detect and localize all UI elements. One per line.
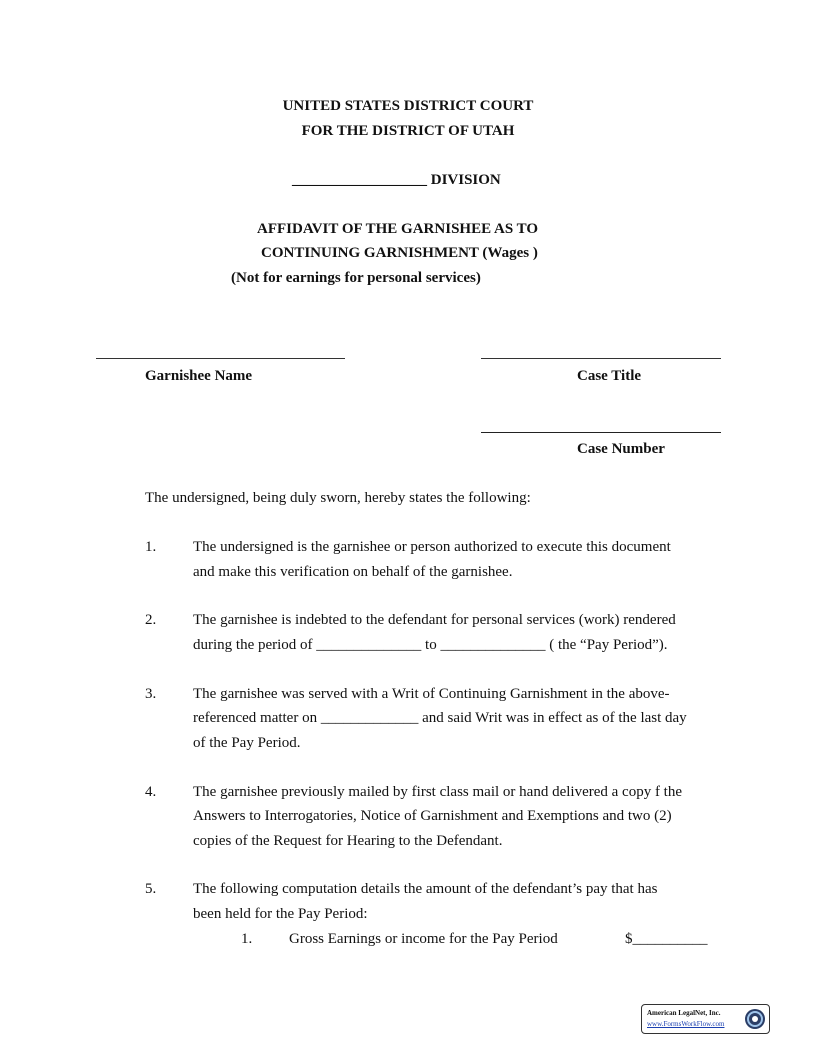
document-title-line3: (Not for earnings for personal services) xyxy=(231,270,481,286)
paragraph-number: 5. xyxy=(145,881,157,897)
paragraph-text: The garnishee previously mailed by first class mail or hand delivered a copy f the xyxy=(193,784,683,800)
paragraph-number: 1. xyxy=(145,539,157,555)
paragraph-text: of the Pay Period. xyxy=(193,735,301,751)
paragraph-text: and make this verification on behalf of the garnishee. xyxy=(193,564,513,580)
paragraph-number: 4. xyxy=(145,784,157,800)
paragraph-number: 2. xyxy=(145,612,157,628)
paragraph-text: copies of the Request for Hearing to the Defendant. xyxy=(193,833,503,849)
intro-statement: The undersigned, being duly sworn, hereby states the following: xyxy=(145,490,531,506)
case-number-label: Case Number xyxy=(577,441,665,457)
paragraph-text: The garnishee is indebted to the defendant for personal services (work) rendered xyxy=(193,612,676,628)
paragraph-number: 3. xyxy=(145,686,157,702)
document-title-line1: AFFIDAVIT OF THE GARNISHEE AS TO xyxy=(257,221,539,237)
paragraph-text: been held for the Pay Period: xyxy=(193,906,368,922)
pay-period-dates[interactable]: during the period of ______________ to ______________ ( the “Pay Period”). xyxy=(193,637,668,653)
paragraph-text: Answers to Interrogatories, Notice of Garnishment and Exemptions and two (2) xyxy=(193,808,672,824)
document-title-line2: CONTINUING GARNISHMENT (Wages ) xyxy=(261,245,538,261)
paragraph-text: The garnishee was served with a Writ of Continuing Garnishment in the above- xyxy=(193,686,670,702)
american-legalnet-logo[interactable] xyxy=(641,1004,770,1034)
division-blank[interactable]: __________________ xyxy=(292,172,427,188)
gross-earnings-amount-field[interactable]: $__________ xyxy=(625,931,708,947)
service-date-line[interactable]: referenced matter on _____________ and said Writ was in effect as of the last day xyxy=(193,710,687,726)
court-district: FOR THE DISTRICT OF UTAH xyxy=(301,123,515,139)
garnishee-name-blank[interactable] xyxy=(96,358,345,359)
paragraph-text: The following computation details the amount of the defendant’s pay that has xyxy=(193,881,658,897)
paragraph-text: The undersigned is the garnishee or person authorized to execute this document xyxy=(193,539,671,555)
computation-number: 1. xyxy=(241,931,253,947)
division-label: DIVISION xyxy=(430,172,501,188)
case-number-blank[interactable] xyxy=(481,432,721,433)
garnishee-name-label: Garnishee Name xyxy=(145,368,253,384)
case-title-label: Case Title xyxy=(577,368,642,384)
globe-icon xyxy=(744,1008,766,1030)
court-name: UNITED STATES DISTRICT COURT xyxy=(282,98,534,114)
division-line xyxy=(292,172,501,189)
case-title-blank[interactable] xyxy=(481,358,721,359)
gross-earnings-label: Gross Earnings or income for the Pay Period xyxy=(289,931,558,947)
logo-company-name: American LegalNet, Inc. xyxy=(647,1009,721,1017)
logo-website-link[interactable]: www.FormsWorkFlow.com xyxy=(647,1020,725,1028)
